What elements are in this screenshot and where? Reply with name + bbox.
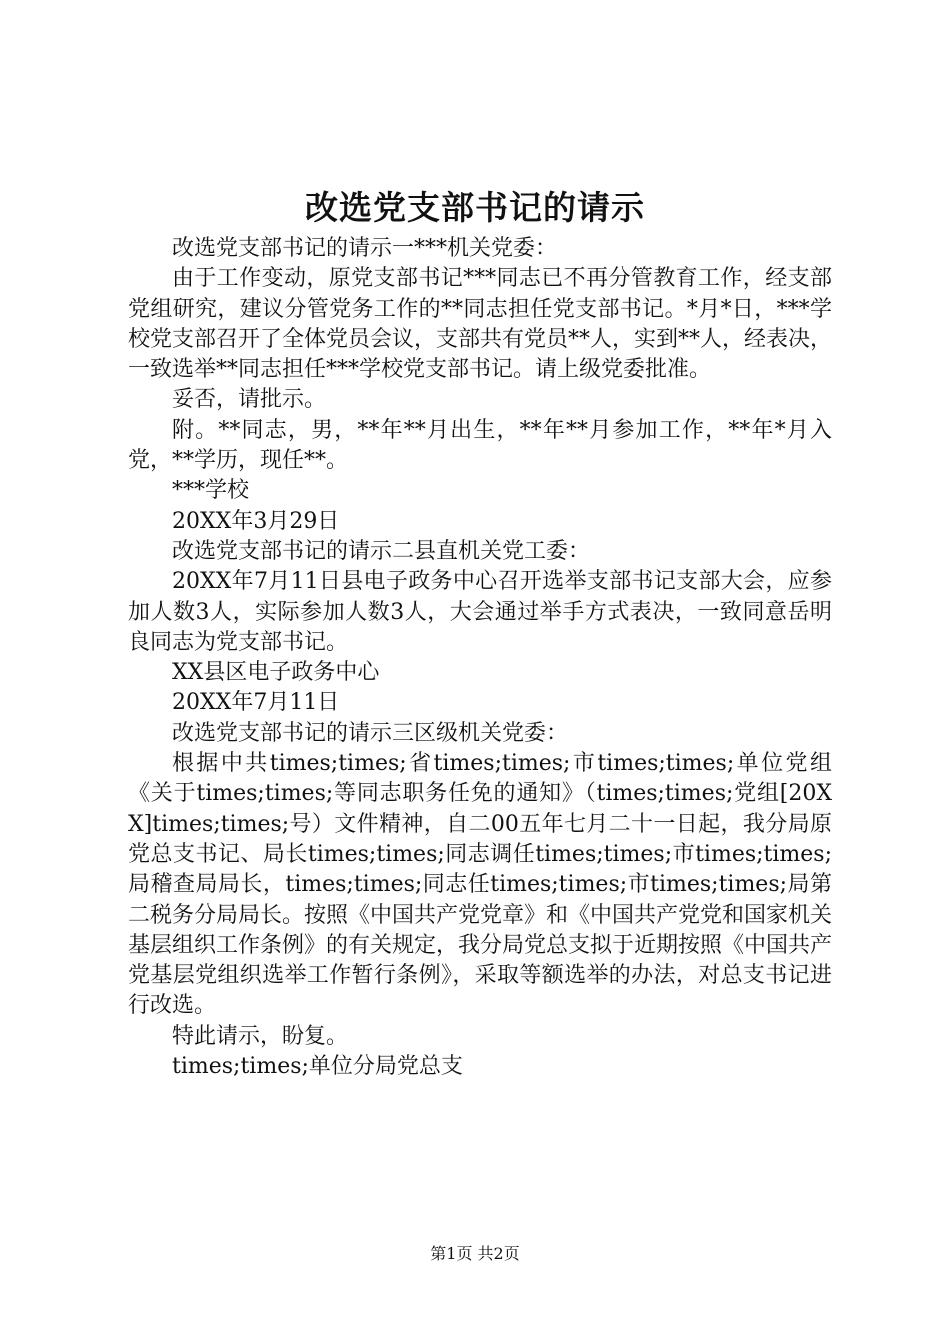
paragraph-salutation-1: 改选党支部书记的请示一***机关党委： [172, 236, 558, 261]
document-body [128, 234, 832, 1082]
paragraph-salutation-3: 改选党支部书记的请示三区级机关党委： [172, 720, 569, 746]
paragraph-body-2: 20XX年7月11日县电子政务中心召开选举支部书记支部大会，应参加人数3人，实际参加人数3人，大会通过举手方式表决，一致同意岳明良同志为党支部书记。 [128, 569, 832, 655]
paragraph-signature-3: times;times;单位分局党总支 [172, 1054, 463, 1080]
page-footer: 第1页 共2页 [430, 1244, 520, 1263]
paragraph-body-3: 根据中共times;times;省times;times;市times;times;单位党组《关于times;times;等同志职务任免的通知》（times;times;党组[20XX]times;times;号）文件精神，自二00五年七月二十一日起，我分局原党总支书记、局长times;times;同志调任times;times;市times;times;局稽查局局长，times;times;同志任times;times;市times;times;局第二税务分局局长。按照《中国共产党党章》和《中国共产党党和国家机关基层组织工作条例》的有关规定，我分局党总支拟于近期按照《中国共产党基层党组织选举工作暂行条例》，采取等额选举的办法，对总支书记进行改选。 [128, 751, 833, 1019]
document-title: 改选党支部书记的请示 [305, 188, 645, 227]
paragraph-salutation-2: 改选党支部书记的请示二县直机关党工委： [172, 538, 591, 564]
paragraph-body-1: 由于工作变动，原党支部书记***同志已不再分管教育工作，经支部党组研究，建议分管党务工作的**同志担任党支部书记。*月*日，***学校党支部召开了全体党员会议，支部共有党员**人，实到**人，经表决，一致选举**同志担任***学校党支部书记。请上级党委批准。 [128, 266, 833, 383]
paragraph-attachment: 附。**同志，男，**年**月出生，**年**月参加工作，**年*月入党，**学历，现任**。 [128, 417, 832, 474]
paragraph-request-3: 特此请示，盼复。 [172, 1023, 349, 1049]
paragraph-date-1: 20XX年3月29日 [172, 508, 340, 534]
paragraph-date-2: 20XX年7月11日 [172, 690, 340, 716]
paragraph-request-1: 妥否，请批示。 [172, 387, 327, 413]
paragraph-signature-1: ***学校 [172, 478, 250, 504]
paragraph-signature-2: XX县区电子政务中心 [172, 660, 380, 686]
